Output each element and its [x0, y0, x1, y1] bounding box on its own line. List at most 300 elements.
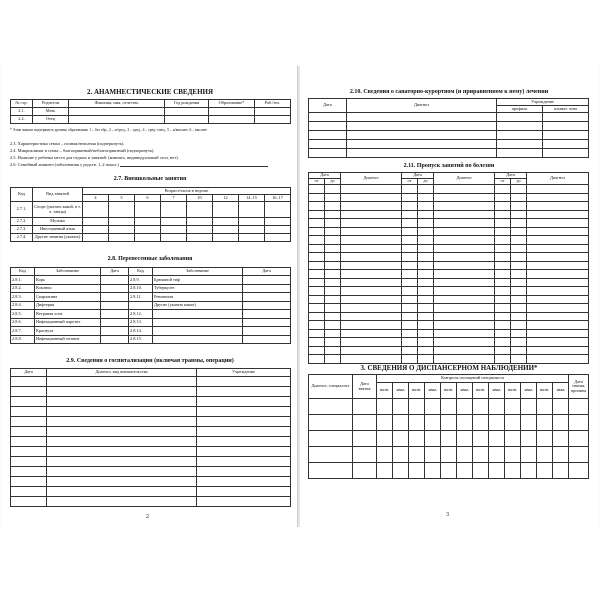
- input-cell[interactable]: [409, 415, 425, 431]
- date-cell[interactable]: [243, 301, 291, 310]
- date-cell[interactable]: [101, 293, 129, 302]
- input-cell[interactable]: [309, 227, 325, 236]
- input-cell[interactable]: [341, 185, 402, 194]
- input-cell[interactable]: [325, 244, 341, 253]
- input-cell[interactable]: [213, 226, 239, 234]
- input-cell[interactable]: [434, 227, 495, 236]
- input-cell[interactable]: [47, 377, 197, 387]
- input-cell[interactable]: [11, 457, 47, 467]
- input-cell[interactable]: [353, 447, 377, 463]
- input-cell[interactable]: [418, 329, 434, 338]
- input-cell[interactable]: [402, 304, 418, 313]
- input-cell[interactable]: [325, 236, 341, 245]
- input-cell[interactable]: [11, 467, 47, 477]
- input-cell[interactable]: [441, 399, 457, 415]
- input-cell[interactable]: [11, 377, 47, 387]
- input-cell[interactable]: [341, 227, 402, 236]
- input-cell[interactable]: [473, 399, 489, 415]
- input-cell[interactable]: [325, 338, 341, 347]
- input-cell[interactable]: [309, 346, 325, 355]
- input-cell[interactable]: [569, 399, 589, 415]
- input-cell[interactable]: [527, 312, 589, 321]
- input-cell[interactable]: [537, 415, 553, 431]
- input-cell[interactable]: [418, 295, 434, 304]
- input-cell[interactable]: [495, 244, 511, 253]
- input-cell[interactable]: [402, 210, 418, 219]
- input-cell[interactable]: [47, 427, 197, 437]
- input-cell[interactable]: [325, 321, 341, 330]
- input-cell[interactable]: [325, 295, 341, 304]
- input-cell[interactable]: [489, 415, 505, 431]
- input-cell[interactable]: [495, 295, 511, 304]
- input-cell[interactable]: [527, 236, 589, 245]
- input-cell[interactable]: [11, 427, 47, 437]
- input-cell[interactable]: [511, 287, 527, 296]
- input-cell[interactable]: [511, 270, 527, 279]
- input-cell[interactable]: [347, 122, 497, 131]
- input-cell[interactable]: [309, 415, 353, 431]
- input-cell[interactable]: [527, 321, 589, 330]
- input-cell[interactable]: [47, 467, 197, 477]
- input-cell[interactable]: [511, 278, 527, 287]
- input-cell[interactable]: [309, 219, 325, 228]
- input-cell[interactable]: [47, 487, 197, 497]
- input-cell[interactable]: [409, 431, 425, 447]
- input-cell[interactable]: [325, 253, 341, 262]
- input-cell[interactable]: [457, 447, 473, 463]
- input-cell[interactable]: [325, 202, 341, 211]
- input-cell[interactable]: [341, 346, 402, 355]
- input-cell[interactable]: [527, 219, 589, 228]
- input-cell[interactable]: [309, 304, 325, 313]
- input-cell[interactable]: [495, 193, 511, 202]
- input-cell[interactable]: [402, 244, 418, 253]
- family-anamnesis-field[interactable]: [120, 162, 268, 167]
- input-cell[interactable]: [418, 219, 434, 228]
- input-cell[interactable]: [347, 113, 497, 122]
- input-cell[interactable]: [213, 218, 239, 226]
- input-cell[interactable]: [309, 431, 353, 447]
- input-cell[interactable]: [553, 415, 569, 431]
- input-cell[interactable]: [434, 261, 495, 270]
- input-cell[interactable]: [135, 234, 161, 242]
- input-cell[interactable]: [353, 399, 377, 415]
- input-cell[interactable]: [495, 321, 511, 330]
- input-cell[interactable]: [425, 447, 441, 463]
- input-cell[interactable]: [511, 219, 527, 228]
- input-cell[interactable]: [83, 218, 109, 226]
- input-cell[interactable]: [197, 447, 291, 457]
- input-cell[interactable]: [527, 287, 589, 296]
- input-cell[interactable]: [309, 202, 325, 211]
- input-cell[interactable]: [511, 295, 527, 304]
- input-cell[interactable]: [425, 415, 441, 431]
- input-cell[interactable]: [325, 219, 341, 228]
- input-cell[interactable]: [325, 210, 341, 219]
- input-cell[interactable]: [402, 193, 418, 202]
- input-cell[interactable]: [325, 193, 341, 202]
- input-cell[interactable]: [135, 202, 161, 218]
- input-cell[interactable]: [434, 193, 495, 202]
- date-cell[interactable]: [101, 301, 129, 310]
- input-cell[interactable]: [341, 270, 402, 279]
- input-cell[interactable]: [511, 338, 527, 347]
- input-cell[interactable]: [527, 329, 589, 338]
- input-cell[interactable]: [495, 253, 511, 262]
- input-cell[interactable]: [489, 447, 505, 463]
- input-cell[interactable]: [495, 219, 511, 228]
- input-cell[interactable]: [511, 202, 527, 211]
- input-cell[interactable]: [441, 415, 457, 431]
- input-cell[interactable]: [309, 287, 325, 296]
- input-cell[interactable]: [265, 234, 291, 242]
- input-cell[interactable]: [47, 477, 197, 487]
- input-cell[interactable]: [497, 131, 543, 140]
- input-cell[interactable]: [377, 431, 393, 447]
- input-cell[interactable]: [309, 261, 325, 270]
- input-cell[interactable]: [197, 387, 291, 397]
- date-cell[interactable]: [243, 327, 291, 336]
- input-cell[interactable]: [197, 417, 291, 427]
- input-cell[interactable]: [69, 116, 165, 124]
- input-cell[interactable]: [553, 447, 569, 463]
- input-cell[interactable]: [434, 295, 495, 304]
- date-cell[interactable]: [243, 284, 291, 293]
- input-cell[interactable]: [527, 227, 589, 236]
- input-cell[interactable]: [187, 202, 213, 218]
- input-cell[interactable]: [434, 253, 495, 262]
- input-cell[interactable]: [213, 234, 239, 242]
- input-cell[interactable]: [495, 312, 511, 321]
- input-cell[interactable]: [511, 321, 527, 330]
- input-cell[interactable]: [347, 140, 497, 149]
- input-cell[interactable]: [425, 431, 441, 447]
- input-cell[interactable]: [553, 463, 569, 479]
- input-cell[interactable]: [495, 329, 511, 338]
- input-cell[interactable]: [457, 399, 473, 415]
- input-cell[interactable]: [418, 261, 434, 270]
- input-cell[interactable]: [325, 270, 341, 279]
- input-cell[interactable]: [353, 431, 377, 447]
- input-cell[interactable]: [402, 295, 418, 304]
- input-cell[interactable]: [341, 193, 402, 202]
- input-cell[interactable]: [161, 226, 187, 234]
- input-cell[interactable]: [511, 312, 527, 321]
- input-cell[interactable]: [521, 463, 537, 479]
- input-cell[interactable]: [325, 346, 341, 355]
- input-cell[interactable]: [309, 312, 325, 321]
- input-cell[interactable]: [165, 116, 209, 124]
- input-cell[interactable]: [402, 355, 418, 364]
- input-cell[interactable]: [341, 321, 402, 330]
- input-cell[interactable]: [418, 338, 434, 347]
- input-cell[interactable]: [11, 497, 47, 507]
- input-cell[interactable]: [418, 202, 434, 211]
- input-cell[interactable]: [418, 227, 434, 236]
- input-cell[interactable]: [527, 202, 589, 211]
- input-cell[interactable]: [521, 447, 537, 463]
- input-cell[interactable]: [473, 463, 489, 479]
- input-cell[interactable]: [402, 253, 418, 262]
- input-cell[interactable]: [505, 399, 521, 415]
- input-cell[interactable]: [495, 346, 511, 355]
- input-cell[interactable]: [325, 261, 341, 270]
- input-cell[interactable]: [434, 287, 495, 296]
- input-cell[interactable]: [309, 122, 347, 131]
- input-cell[interactable]: [197, 377, 291, 387]
- input-cell[interactable]: [197, 397, 291, 407]
- input-cell[interactable]: [495, 278, 511, 287]
- input-cell[interactable]: [187, 218, 213, 226]
- input-cell[interactable]: [11, 437, 47, 447]
- input-cell[interactable]: [511, 346, 527, 355]
- input-cell[interactable]: [309, 185, 325, 194]
- input-cell[interactable]: [418, 270, 434, 279]
- input-cell[interactable]: [341, 244, 402, 253]
- input-cell[interactable]: [341, 202, 402, 211]
- input-cell[interactable]: [393, 447, 409, 463]
- input-cell[interactable]: [341, 355, 402, 364]
- input-cell[interactable]: [402, 270, 418, 279]
- date-cell[interactable]: [101, 284, 129, 293]
- input-cell[interactable]: [473, 415, 489, 431]
- input-cell[interactable]: [527, 338, 589, 347]
- input-cell[interactable]: [495, 338, 511, 347]
- input-cell[interactable]: [402, 278, 418, 287]
- input-cell[interactable]: [255, 116, 291, 124]
- input-cell[interactable]: [347, 131, 497, 140]
- input-cell[interactable]: [402, 329, 418, 338]
- input-cell[interactable]: [325, 287, 341, 296]
- date-cell[interactable]: [101, 276, 129, 285]
- input-cell[interactable]: [347, 149, 497, 158]
- input-cell[interactable]: [418, 346, 434, 355]
- input-cell[interactable]: [553, 431, 569, 447]
- input-cell[interactable]: [569, 431, 589, 447]
- input-cell[interactable]: [209, 108, 255, 116]
- input-cell[interactable]: [265, 202, 291, 218]
- input-cell[interactable]: [434, 312, 495, 321]
- input-cell[interactable]: [197, 437, 291, 447]
- input-cell[interactable]: [543, 149, 589, 158]
- input-cell[interactable]: [83, 226, 109, 234]
- input-cell[interactable]: [47, 397, 197, 407]
- input-cell[interactable]: [457, 415, 473, 431]
- date-cell[interactable]: [243, 276, 291, 285]
- input-cell[interactable]: [161, 202, 187, 218]
- date-cell[interactable]: [243, 335, 291, 344]
- input-cell[interactable]: [527, 346, 589, 355]
- input-cell[interactable]: [434, 219, 495, 228]
- input-cell[interactable]: [418, 253, 434, 262]
- input-cell[interactable]: [47, 437, 197, 447]
- input-cell[interactable]: [527, 253, 589, 262]
- input-cell[interactable]: [434, 244, 495, 253]
- input-cell[interactable]: [425, 399, 441, 415]
- input-cell[interactable]: [418, 312, 434, 321]
- input-cell[interactable]: [213, 202, 239, 218]
- input-cell[interactable]: [197, 477, 291, 487]
- input-cell[interactable]: [341, 253, 402, 262]
- input-cell[interactable]: [495, 304, 511, 313]
- input-cell[interactable]: [353, 415, 377, 431]
- input-cell[interactable]: [418, 210, 434, 219]
- input-cell[interactable]: [425, 463, 441, 479]
- input-cell[interactable]: [434, 355, 495, 364]
- input-cell[interactable]: [495, 270, 511, 279]
- input-cell[interactable]: [402, 312, 418, 321]
- input-cell[interactable]: [197, 457, 291, 467]
- input-cell[interactable]: [393, 463, 409, 479]
- input-cell[interactable]: [109, 234, 135, 242]
- input-cell[interactable]: [309, 193, 325, 202]
- input-cell[interactable]: [309, 210, 325, 219]
- input-cell[interactable]: [165, 108, 209, 116]
- input-cell[interactable]: [83, 234, 109, 242]
- input-cell[interactable]: [418, 287, 434, 296]
- input-cell[interactable]: [402, 287, 418, 296]
- input-cell[interactable]: [11, 447, 47, 457]
- input-cell[interactable]: [325, 355, 341, 364]
- input-cell[interactable]: [505, 415, 521, 431]
- input-cell[interactable]: [309, 149, 347, 158]
- input-cell[interactable]: [495, 261, 511, 270]
- input-cell[interactable]: [309, 113, 347, 122]
- input-cell[interactable]: [527, 355, 589, 364]
- input-cell[interactable]: [537, 447, 553, 463]
- input-cell[interactable]: [418, 321, 434, 330]
- input-cell[interactable]: [393, 399, 409, 415]
- input-cell[interactable]: [418, 304, 434, 313]
- input-cell[interactable]: [309, 338, 325, 347]
- input-cell[interactable]: [161, 234, 187, 242]
- input-cell[interactable]: [109, 202, 135, 218]
- input-cell[interactable]: [377, 463, 393, 479]
- input-cell[interactable]: [309, 329, 325, 338]
- input-cell[interactable]: [187, 226, 213, 234]
- input-cell[interactable]: [569, 415, 589, 431]
- input-cell[interactable]: [11, 477, 47, 487]
- input-cell[interactable]: [255, 108, 291, 116]
- input-cell[interactable]: [47, 447, 197, 457]
- input-cell[interactable]: [527, 270, 589, 279]
- input-cell[interactable]: [457, 463, 473, 479]
- input-cell[interactable]: [47, 457, 197, 467]
- input-cell[interactable]: [83, 202, 109, 218]
- input-cell[interactable]: [434, 210, 495, 219]
- date-cell[interactable]: [243, 293, 291, 302]
- input-cell[interactable]: [409, 447, 425, 463]
- input-cell[interactable]: [197, 427, 291, 437]
- input-cell[interactable]: [495, 227, 511, 236]
- input-cell[interactable]: [495, 210, 511, 219]
- input-cell[interactable]: [473, 447, 489, 463]
- input-cell[interactable]: [377, 415, 393, 431]
- input-cell[interactable]: [265, 226, 291, 234]
- input-cell[interactable]: [527, 185, 589, 194]
- date-cell[interactable]: [101, 310, 129, 319]
- input-cell[interactable]: [309, 244, 325, 253]
- input-cell[interactable]: [239, 202, 265, 218]
- input-cell[interactable]: [505, 431, 521, 447]
- input-cell[interactable]: [325, 304, 341, 313]
- input-cell[interactable]: [505, 463, 521, 479]
- input-cell[interactable]: [511, 355, 527, 364]
- input-cell[interactable]: [511, 193, 527, 202]
- input-cell[interactable]: [495, 185, 511, 194]
- input-cell[interactable]: [537, 431, 553, 447]
- input-cell[interactable]: [543, 113, 589, 122]
- input-cell[interactable]: [197, 407, 291, 417]
- input-cell[interactable]: [434, 321, 495, 330]
- input-cell[interactable]: [434, 338, 495, 347]
- input-cell[interactable]: [187, 234, 213, 242]
- input-cell[interactable]: [569, 447, 589, 463]
- input-cell[interactable]: [497, 122, 543, 131]
- input-cell[interactable]: [418, 185, 434, 194]
- input-cell[interactable]: [434, 202, 495, 211]
- input-cell[interactable]: [511, 236, 527, 245]
- input-cell[interactable]: [543, 131, 589, 140]
- input-cell[interactable]: [309, 399, 353, 415]
- date-cell[interactable]: [101, 318, 129, 327]
- input-cell[interactable]: [325, 312, 341, 321]
- input-cell[interactable]: [521, 431, 537, 447]
- input-cell[interactable]: [377, 399, 393, 415]
- input-cell[interactable]: [402, 202, 418, 211]
- input-cell[interactable]: [434, 329, 495, 338]
- input-cell[interactable]: [197, 487, 291, 497]
- input-cell[interactable]: [418, 236, 434, 245]
- input-cell[interactable]: [489, 463, 505, 479]
- input-cell[interactable]: [495, 236, 511, 245]
- input-cell[interactable]: [505, 447, 521, 463]
- input-cell[interactable]: [521, 399, 537, 415]
- input-cell[interactable]: [11, 397, 47, 407]
- input-cell[interactable]: [325, 185, 341, 194]
- input-cell[interactable]: [393, 431, 409, 447]
- input-cell[interactable]: [325, 227, 341, 236]
- input-cell[interactable]: [441, 431, 457, 447]
- input-cell[interactable]: [527, 295, 589, 304]
- input-cell[interactable]: [511, 185, 527, 194]
- input-cell[interactable]: [434, 304, 495, 313]
- input-cell[interactable]: [341, 236, 402, 245]
- date-cell[interactable]: [243, 310, 291, 319]
- input-cell[interactable]: [47, 387, 197, 397]
- input-cell[interactable]: [341, 329, 402, 338]
- input-cell[interactable]: [309, 131, 347, 140]
- date-cell[interactable]: [243, 318, 291, 327]
- input-cell[interactable]: [325, 329, 341, 338]
- input-cell[interactable]: [341, 219, 402, 228]
- input-cell[interactable]: [527, 193, 589, 202]
- input-cell[interactable]: [11, 407, 47, 417]
- input-cell[interactable]: [527, 244, 589, 253]
- input-cell[interactable]: [527, 304, 589, 313]
- input-cell[interactable]: [239, 218, 265, 226]
- input-cell[interactable]: [511, 261, 527, 270]
- input-cell[interactable]: [309, 295, 325, 304]
- input-cell[interactable]: [309, 447, 353, 463]
- input-cell[interactable]: [109, 226, 135, 234]
- input-cell[interactable]: [495, 287, 511, 296]
- input-cell[interactable]: [497, 140, 543, 149]
- input-cell[interactable]: [341, 210, 402, 219]
- input-cell[interactable]: [495, 202, 511, 211]
- input-cell[interactable]: [473, 431, 489, 447]
- input-cell[interactable]: [495, 355, 511, 364]
